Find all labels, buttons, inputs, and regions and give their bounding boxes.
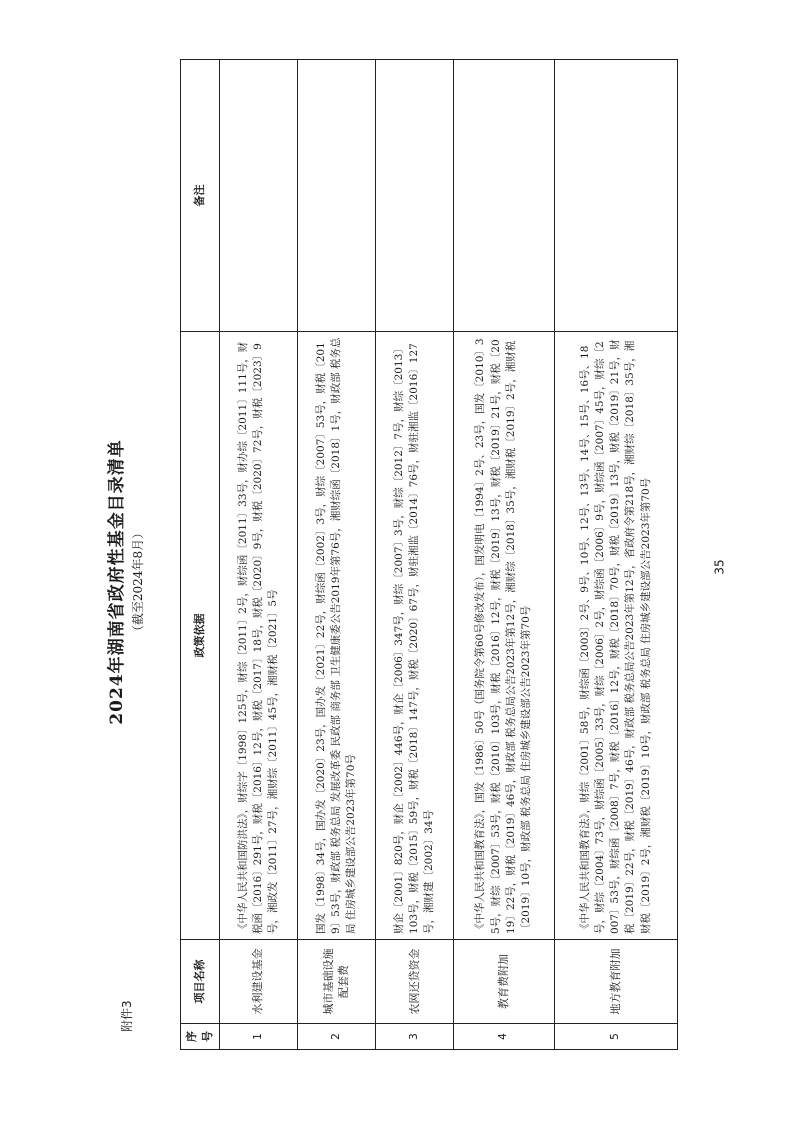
row-policy-basis: 财企〔2001〕820号，财企〔2002〕446号，财企〔2006〕347号，财综〔2007〕3号，财综〔2012〕7号，财综〔2013〕103号，财税〔2015〕59号，财税〔2018〕147号，财税〔2020〕67号，财驻湘监〔2014〕76号，财驻湘监〔2016〕127号，湘财建〔2002〕34号	[376, 332, 454, 940]
row-policy-basis: 国发〔1998〕34号，国办发〔2020〕23号，国办发〔2021〕22号，财综函〔2002〕3号，财综〔2007〕53号，财税〔2019〕53号，财政部 税务总局 发展改革委 民政部 商务部 卫生健康委公告2019年第76号，湘财综函〔2018〕1号，财政部 税务总局 住房城乡建设部公告2023年第70号	[297, 332, 375, 940]
row-remarks	[219, 60, 297, 332]
document-title-block	[102, 302, 146, 862]
row-remarks	[554, 60, 677, 332]
table-row	[454, 60, 555, 1050]
row-item-name: 地方教育附加	[554, 940, 677, 1024]
header-remarks: 备注	[181, 60, 220, 332]
row-index: 2	[297, 1024, 375, 1050]
row-policy-basis: 《中华人民共和国教育法》，国发〔1986〕50号（国务院令第60号修改发布），国发明电〔1994〕2号、23号，国发〔2010〕35号，财综〔2007〕53号，财税〔2010〕103号，财税〔2016〕12号，财税〔2019〕13号，财税〔2019〕21号，财税〔2019〕22号，财税〔2019〕46号，财政部 税务总局公告2023年第12号，湘财综〔2018〕35号，湘财税〔2019〕2号，湘财税〔2019〕10号，财政部 税务总局 住房城乡建设部公告2023年第70号	[454, 332, 555, 940]
document-title: 2024年湖南省政府性基金目录清单	[107, 439, 127, 725]
header-item-name: 项目名称	[181, 940, 220, 1024]
row-index: 5	[554, 1024, 677, 1050]
fund-catalog-table	[180, 59, 678, 1050]
row-remarks	[454, 60, 555, 332]
row-item-name: 农网还贷资金	[376, 940, 454, 1024]
row-index: 3	[376, 1024, 454, 1050]
row-policy-basis: 《中华人民共和国防洪法》，财综字〔1998〕125号，财综〔2011〕2号，财综函〔2011〕33号，财办综〔2011〕111号，财税函〔2016〕291号，财税〔2016〕12号，财税〔2017〕18号，财税〔2020〕9号，财税〔2020〕72号，财税〔2023〕9号，湘政发〔2011〕27号，湘财综〔2011〕45号，湘财税〔2021〕5号	[219, 332, 297, 940]
attachment-label: 附件3	[120, 1000, 134, 1032]
table-row	[219, 60, 297, 1050]
table-row	[376, 60, 454, 1050]
header-index: 序号	[181, 1024, 220, 1050]
table-row	[554, 60, 677, 1050]
row-policy-basis: 《中华人民共和国教育法》，财综〔2001〕58号，财综函〔2003〕2号、9号、10号、12号、13号、14号、15号、16号、18号，财综〔2004〕73号，财综函〔2005〕33号，财综〔2006〕2号，财综函〔2006〕9号，财综函〔2007〕45号，财综〔2007〕53号，财综函〔2008〕7号，财税〔2016〕12号，财税〔2018〕70号，财税〔2019〕13号，财税〔2019〕21号，财税〔2019〕22号，财税〔2019〕46号，财政部 税务总局公告2023年第12号，省政府令第218号，湘财综〔2018〕35号，湘财税〔2019〕2号，湘财税〔2019〕10号，财政部 税务总局 住房城乡建设部公告2023年第70号	[554, 332, 677, 940]
table-row	[297, 60, 375, 1050]
row-item-name: 城市基础设施配套费	[297, 940, 375, 1024]
row-index: 1	[219, 1024, 297, 1050]
header-policy-basis: 政策依据	[181, 332, 220, 940]
row-remarks	[297, 60, 375, 332]
document-subtitle: （截至2024年8月）	[131, 526, 145, 638]
row-item-name: 水利建设基金	[219, 940, 297, 1024]
row-index: 4	[454, 1024, 555, 1050]
fund-catalog-table-wrapper	[180, 60, 678, 1050]
table-header-row	[181, 60, 220, 1050]
row-remarks	[376, 60, 454, 332]
row-item-name: 教育费附加	[454, 940, 555, 1024]
page-number: 35	[712, 559, 727, 575]
